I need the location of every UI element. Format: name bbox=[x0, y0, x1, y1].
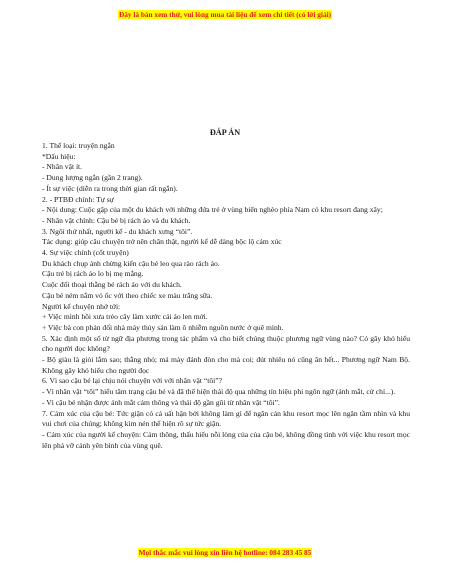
answer-line: Cuộc đối thoại thằng bé rách áo với du khách. bbox=[42, 280, 182, 290]
preview-banner-text: Đây là bản xem thử, vui lòng mua tài liệu để xem chi tiết (có lời giải) bbox=[118, 10, 332, 19]
answer-line: 5. Xác định một số từ ngữ địa phương trong tác phẩm và cho biết chúng thuộc phương ngữ vùng nào? Có gây khó hiểu cho người đọc không? bbox=[42, 333, 410, 354]
answer-line: - Vì nhân vật “tôi” hiểu tâm trạng cậu bé và đã thể hiện thái độ qua những tín hiệu phi ngôn ngữ (ánh mắt, cử chỉ...). bbox=[42, 387, 396, 397]
answer-line: 6. Vì sao cậu bé lại chịu nói chuyện với với nhân vật “tôi”? bbox=[42, 376, 222, 386]
answer-line: - Cảm xúc của người kể chuyện: Cảm thông, thấu hiểu nỗi lòng của của cậu bé, không đồng tình với việc khu resort mọc lên phá vỡ cảnh yên bình của vùng quê. bbox=[42, 429, 410, 450]
answer-line: 2. - PTBĐ chính: Tự sự bbox=[42, 194, 114, 204]
page-title: ĐÁP ÁN bbox=[209, 128, 241, 137]
answer-line: Người kể chuyện nhớ tới: bbox=[42, 301, 121, 311]
answer-line: - Bộ giàu là giỏi lắm sao; thằng nhỏ; má mày đánh đòn cho mà coi; đút nhiêu nó cũng ăn hết... Phương ngữ Nam Bộ. Không gây khó hiểu cho người đọc bbox=[42, 355, 410, 375]
answer-line: Cậu trẻ bị rách áo lo bị mẹ mắng. bbox=[42, 269, 144, 279]
answer-line: - Vì cậu bé nhận được ánh mắt cảm thông và thái độ gần gũi từ nhân vật “tôi”. bbox=[42, 397, 280, 407]
hotline-banner-text: Mọi thắc mắc vui lòng xin liên hệ hotline: 084 283 45 85 bbox=[138, 548, 312, 557]
answer-line: Du khách chụp ảnh chừng kiến cậu bé leo qua rào rách áo. bbox=[42, 258, 220, 268]
answer-line: 4. Sự việc chính (cốt truyện) bbox=[42, 248, 129, 258]
answer-line: - Dung lượng ngắn (gần 2 trang). bbox=[42, 173, 143, 183]
answer-line: - Ít sự việc (diễn ra trong thời gian rất ngắn). bbox=[42, 183, 178, 193]
answer-line: 7. Cảm xúc của cậu bé: Tức giận có cả uất hận bởi không làm gì để ngăn cản khu resort mọc lên ngăn tầm nhìn và khu vui chơi của chúng; không kìm nén thể hiện rõ sự tức giận. bbox=[42, 408, 410, 429]
answer-body bbox=[42, 141, 410, 451]
answer-line: - Nhân vật chính: Cậu bé bị rách áo và du khách. bbox=[42, 215, 191, 225]
answer-line: - Nội dung: Cuộc gặp của một du khách với những đứa trẻ ở vùng biển nghèo phía Nam có khu resort đang xây; bbox=[42, 205, 383, 215]
answer-line: 1. Thể loại: truyện ngắn bbox=[42, 141, 115, 150]
answer-line: Tác dụng: giúp câu chuyện trở nên chân thật, người kể dễ dàng bộc lộ cảm xúc bbox=[42, 237, 282, 247]
answer-line: - Nhân vật ít. bbox=[42, 162, 83, 172]
preview-banner bbox=[0, 10, 450, 19]
answer-line: *Dấu hiệu: bbox=[42, 151, 76, 161]
hotline-banner bbox=[0, 548, 450, 557]
answer-line: 3. Ngôi thứ nhất, người kể - du khách xưng “tôi”. bbox=[42, 226, 193, 236]
answer-line: + Việc bà con phản đối nhà máy thủy sản làm ô nhiễm nguồn nước ở quê mình. bbox=[42, 322, 284, 332]
answer-line: Cậu bé ném nắm vỏ ốc với theo chiếc xe màu trắng sữa. bbox=[42, 290, 213, 300]
answer-line: + Việc mình hồi xưa trèo cây làm xước cái áo len mới. bbox=[42, 312, 208, 322]
